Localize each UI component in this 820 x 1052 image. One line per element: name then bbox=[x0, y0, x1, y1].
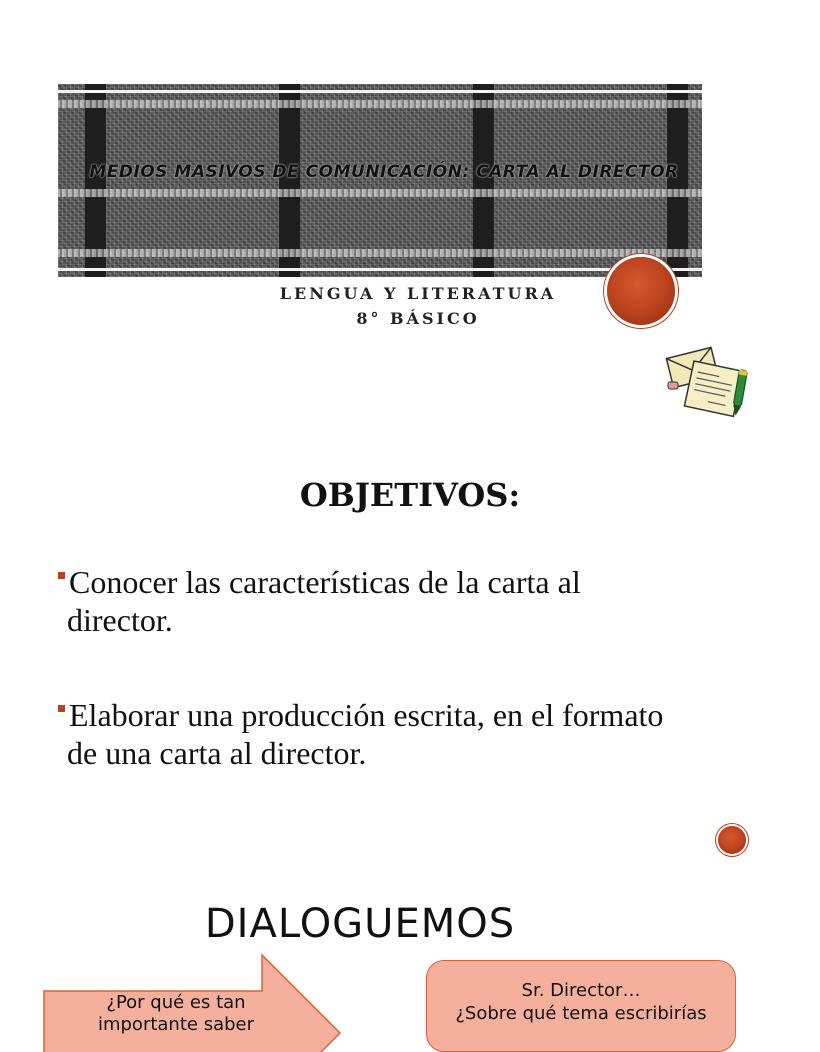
banner-top-rule bbox=[58, 90, 702, 93]
objective-item bbox=[58, 696, 724, 772]
banner-texture-band bbox=[58, 100, 702, 108]
bullet-square-icon bbox=[58, 705, 65, 712]
objective-item bbox=[58, 563, 724, 639]
grade-subtitle: 8° BÁSICO bbox=[356, 309, 480, 328]
objectives-heading: OBJETIVOS: bbox=[299, 476, 521, 514]
rounded-callout-line2: ¿Sobre qué tema escribirías bbox=[455, 1003, 707, 1024]
title-slide bbox=[0, 0, 768, 445]
banner-texture-band bbox=[58, 249, 702, 257]
objective-text-line2: de una carta al director. bbox=[67, 735, 367, 771]
dialogue-heading: DIALOGUEMOS bbox=[204, 901, 516, 947]
banner-texture-band bbox=[58, 189, 702, 197]
objectives-slide bbox=[0, 446, 768, 860]
arrow-callout-text bbox=[56, 992, 296, 1036]
bullet-square-icon bbox=[58, 572, 65, 579]
letter-with-pen-icon bbox=[660, 340, 760, 424]
arrow-callout-line1: ¿Por qué es tan bbox=[106, 992, 246, 1013]
dialogue-slide bbox=[0, 861, 768, 1035]
banner-bottom-rule bbox=[58, 268, 702, 271]
presentation-title: MEDIOS MASIVOS DE COMUNICACIÓN: CARTA AL DIRECTOR bbox=[89, 162, 679, 182]
objective-text-line2: director. bbox=[67, 602, 173, 638]
arrow-callout-line2: importante saber bbox=[97, 1014, 255, 1035]
rounded-callout-text bbox=[426, 979, 736, 1025]
rounded-callout-line1: Sr. Director… bbox=[521, 980, 641, 1001]
decorative-circle bbox=[718, 826, 746, 854]
decorative-circle bbox=[607, 257, 675, 325]
objective-text-line1: Elaborar una producción escrita, en el formato bbox=[69, 697, 664, 733]
subject-subtitle: LENGUA Y LITERATURA bbox=[279, 284, 557, 303]
objective-text-line1: Conocer las características de la carta al bbox=[69, 564, 581, 600]
